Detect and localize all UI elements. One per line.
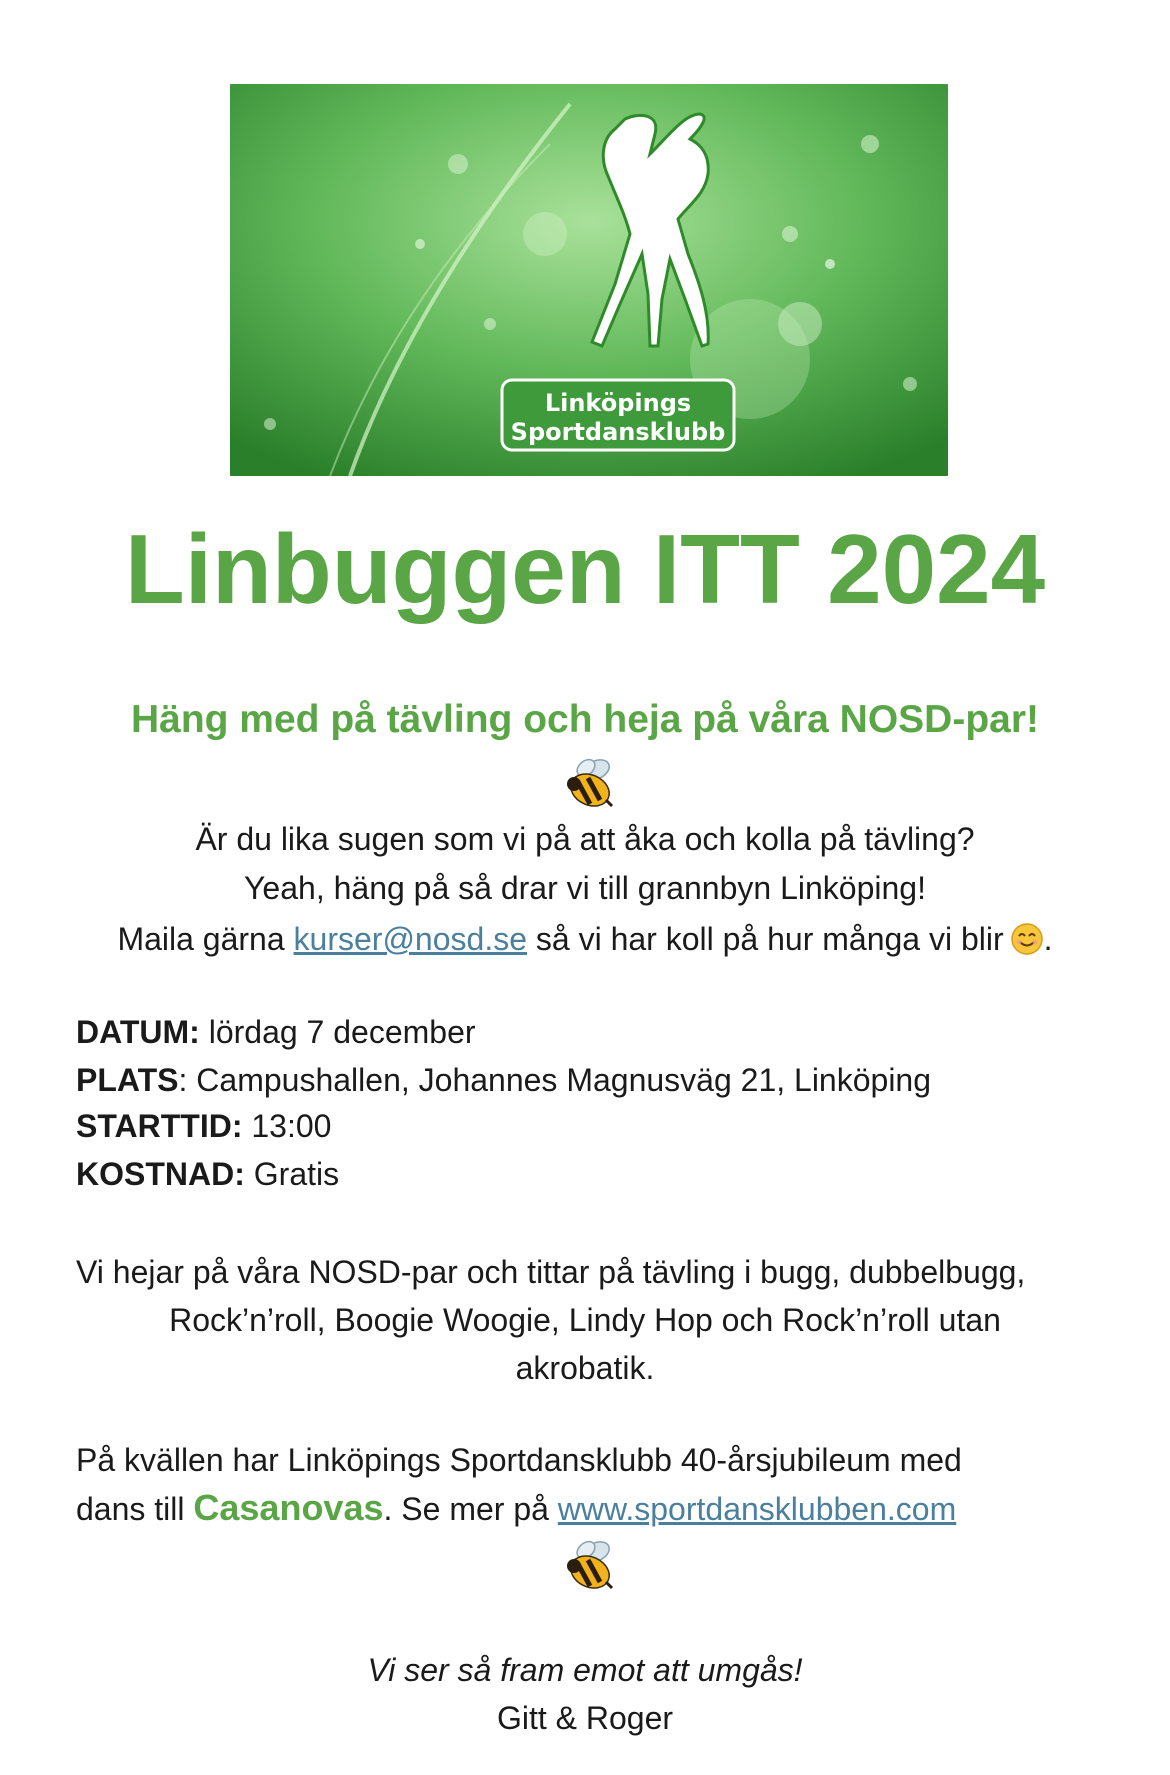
date-label: DATUM: [76,1014,200,1050]
intro-line-2: Yeah, häng på så drar vi till grannbyn Linköping! [244,870,926,906]
cost-value: Gratis [244,1156,340,1192]
dances-line-2: Rock’n’roll, Boogie Woogie, Lindy Hop och Rock’n’roll utan [169,1302,1001,1338]
bee-icon [560,756,620,812]
cost-row [76,1158,339,1190]
dances-line-3: akrobatik. [515,1350,655,1386]
band-name: Casanovas [193,1487,384,1528]
intro-line-3 [0,922,1170,956]
club-logo-banner [230,84,948,476]
intro-line-3-end: . [1043,921,1053,957]
logo-line1: Linköpings [544,389,692,417]
event-title: Linbuggen ITT 2024 [124,514,1046,624]
dances-line-1: Vi hejar på våra NOSD-par och tittar på tävling i bugg, dubbelbugg, [76,1254,1026,1290]
email-link[interactable]: kurser@nosd.se [293,921,527,957]
smiley-icon [1010,922,1044,956]
intro-line-3-prefix: Maila gärna [117,921,294,957]
website-link[interactable]: www.sportdansklubben.com [557,1491,957,1527]
evening-line-2-middle: . Se mer på [383,1491,558,1527]
closing-line-1: Vi ser så fram emot att umgås! [367,1652,803,1688]
place-value: : Campushallen, Johannes Magnusväg 21, Linköping [178,1062,932,1098]
closing-signature: Gitt & Roger [496,1700,674,1736]
date-value: lördag 7 december [199,1014,476,1050]
intro-line-3-suffix: så vi har koll på hur många vi blir [527,921,1004,957]
place-label: PLATS [76,1062,179,1098]
cost-label: KOSTNAD: [76,1156,245,1192]
place-row [76,1064,931,1096]
evening-line-1: På kvällen har Linköpings Sportdansklubb 40-årsjubileum med [76,1442,962,1478]
bee-icon [560,1538,620,1594]
evening-line-2-prefix: dans till [76,1491,194,1527]
start-row [76,1110,331,1142]
start-value: 13:00 [242,1108,332,1144]
event-subtitle: Häng med på tävling och heja på våra NOSD-par! [130,698,1040,741]
evening-line-2 [76,1487,957,1528]
intro-line-1: Är du lika sugen som vi på att åka och kolla på tävling? [195,821,975,857]
date-row [76,1016,476,1048]
logo-line2: Sportdansklubb [510,418,726,446]
start-label: STARTTID: [76,1108,243,1144]
